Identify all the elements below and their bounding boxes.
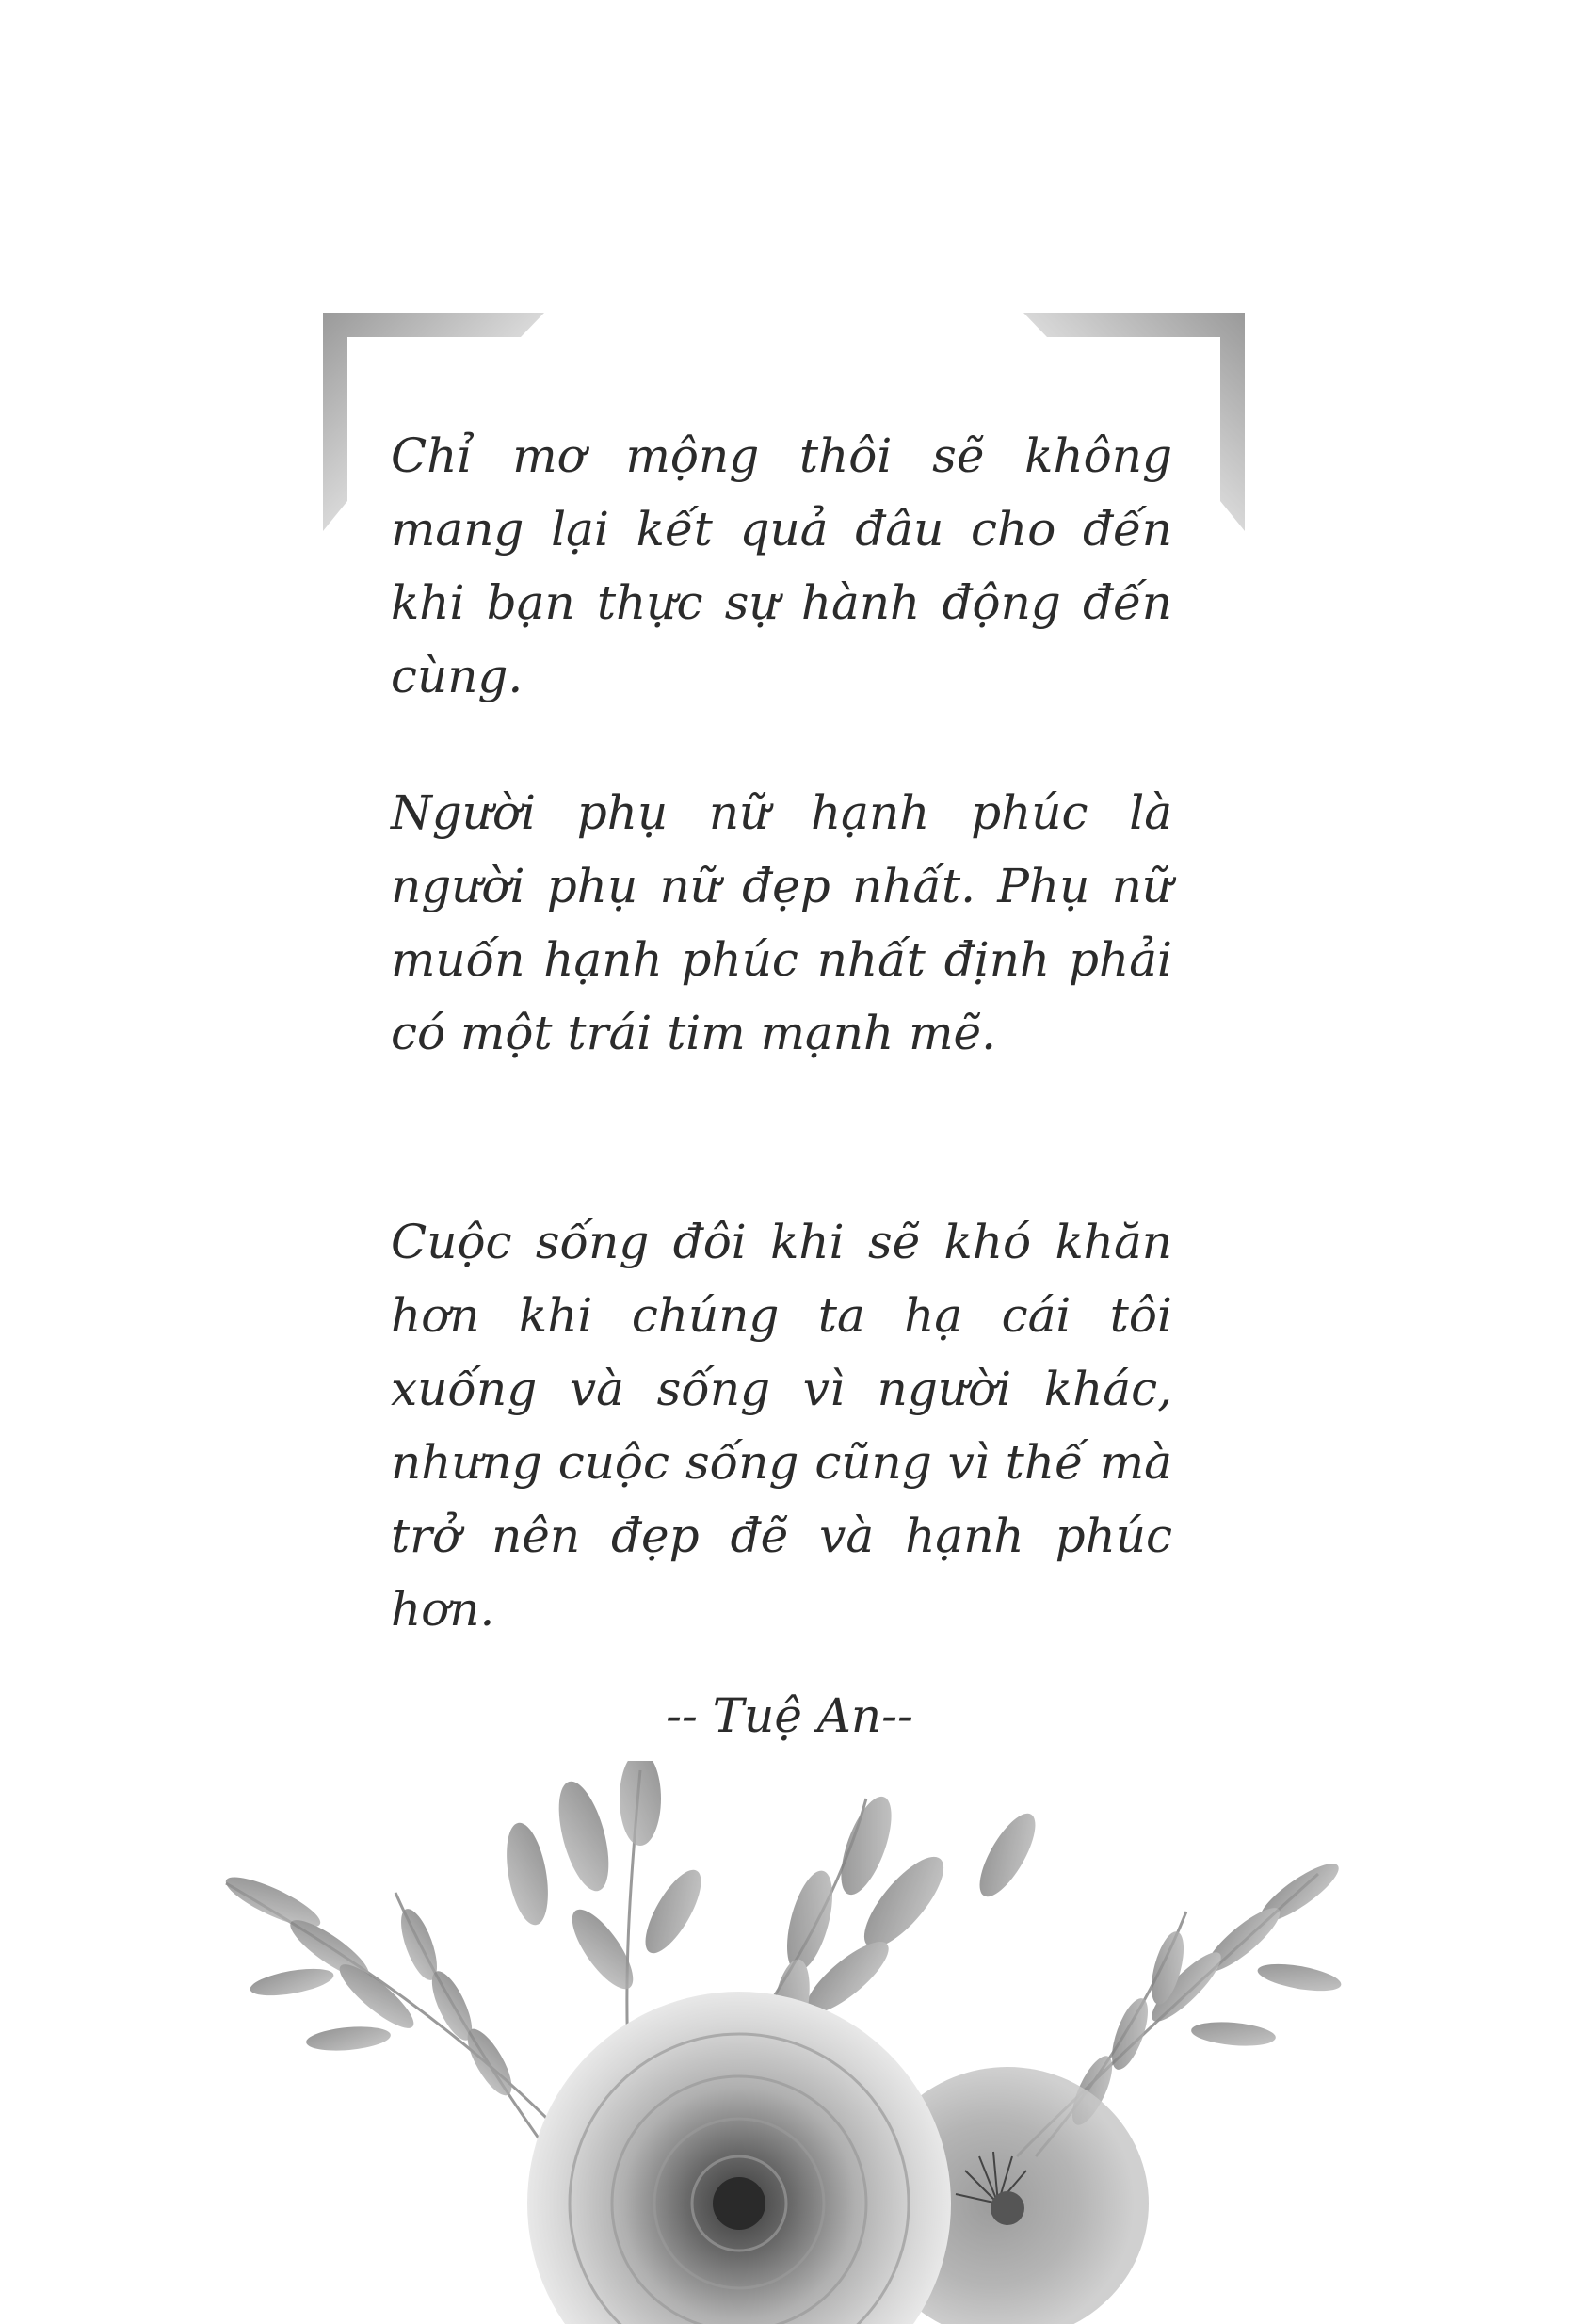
author-signature: -- Tuệ An-- <box>666 1688 913 1743</box>
quote-3: Cuộc sống đôi khi sẽ khó khăn hơn khi chúng ta hạ cái tôi xuống và sống vì người khác, nhưng cuộc sống cũng vì thế mà trở nên đẹp đẽ và hạnh phúc hơn. <box>391 1215 1172 1637</box>
quote-1: Chỉ mơ mộng thôi sẽ không mang lại kết quả đâu cho đến khi bạn thực sự hành động đến cùng. <box>391 428 1172 703</box>
floral-bouquet-illustration <box>188 1761 1391 2324</box>
quote-2: Người phụ nữ hạnh phúc là người phụ nữ đẹp nhất. Phụ nữ muốn hạnh phúc nhất định phải có một trái tim mạnh mẽ. <box>391 785 1172 1060</box>
